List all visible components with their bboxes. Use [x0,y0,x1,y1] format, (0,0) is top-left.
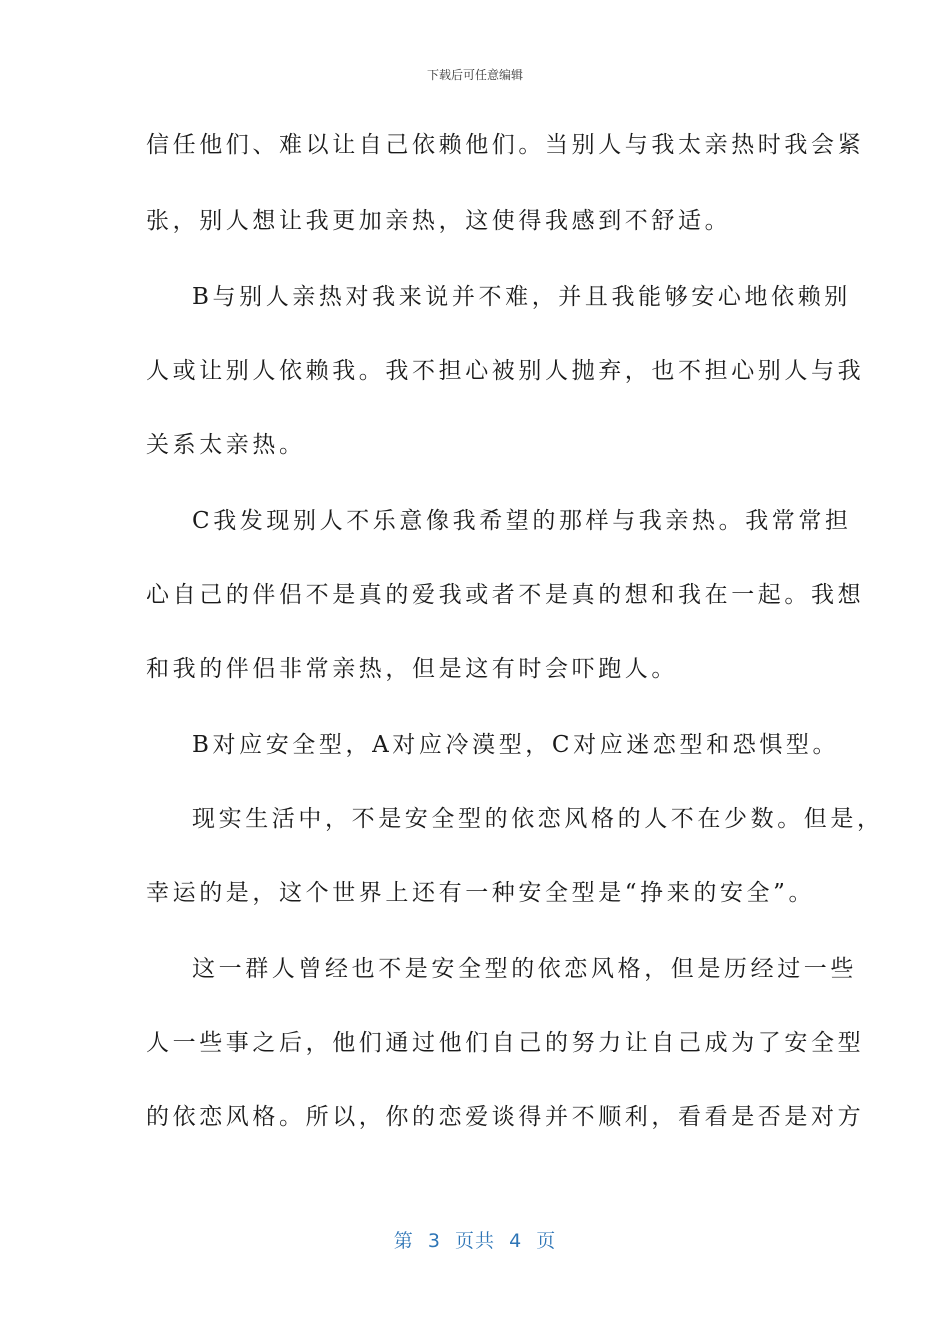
text-line: 张，别人想让我更加亲热，这使得我感到不舒适。 [146,208,732,234]
page-footer: 第 3 页共 4 页 [393,1230,557,1252]
text-line: 这一群人曾经也不是安全型的依恋风格，但是历经过一些 [192,956,857,982]
text-line: 关系太亲热。 [146,432,306,458]
text-line: 幸运的是，这个世界上还有一种安全型是“挣来的安全”。 [146,880,816,906]
text-line: B与别人亲热对我来说并不难，并且我能够安心地依赖别 [192,284,851,310]
text-line: 现实生活中，不是安全型的依恋风格的人不在少数。但是， [192,806,884,832]
text-line: 的依恋风格。所以，你的恋爱谈得并不顺利，看看是否是对方 [146,1104,865,1130]
text-line: C我发现别人不乐意像我希望的那样与我亲热。我常常担 [192,508,852,534]
text-line: 心自己的伴侣不是真的爱我或者不是真的想和我在一起。我想 [146,582,865,608]
page-header: 下载后可任意编辑 [426,68,523,82]
text-line: 人或让别人依赖我。我不担心被别人抛弃，也不担心别人与我 [146,358,865,384]
text-line: 和我的伴侣非常亲热，但是这有时会吓跑人。 [146,656,678,682]
text-line: 人一些事之后，他们通过他们自己的努力让自己成为了安全型 [146,1030,865,1056]
text-line: 信任他们、难以让自己依赖他们。当别人与我太亲热时我会紧 [146,132,865,158]
text-line: B对应安全型，A对应冷漠型，C对应迷恋型和恐惧型。 [192,732,840,758]
